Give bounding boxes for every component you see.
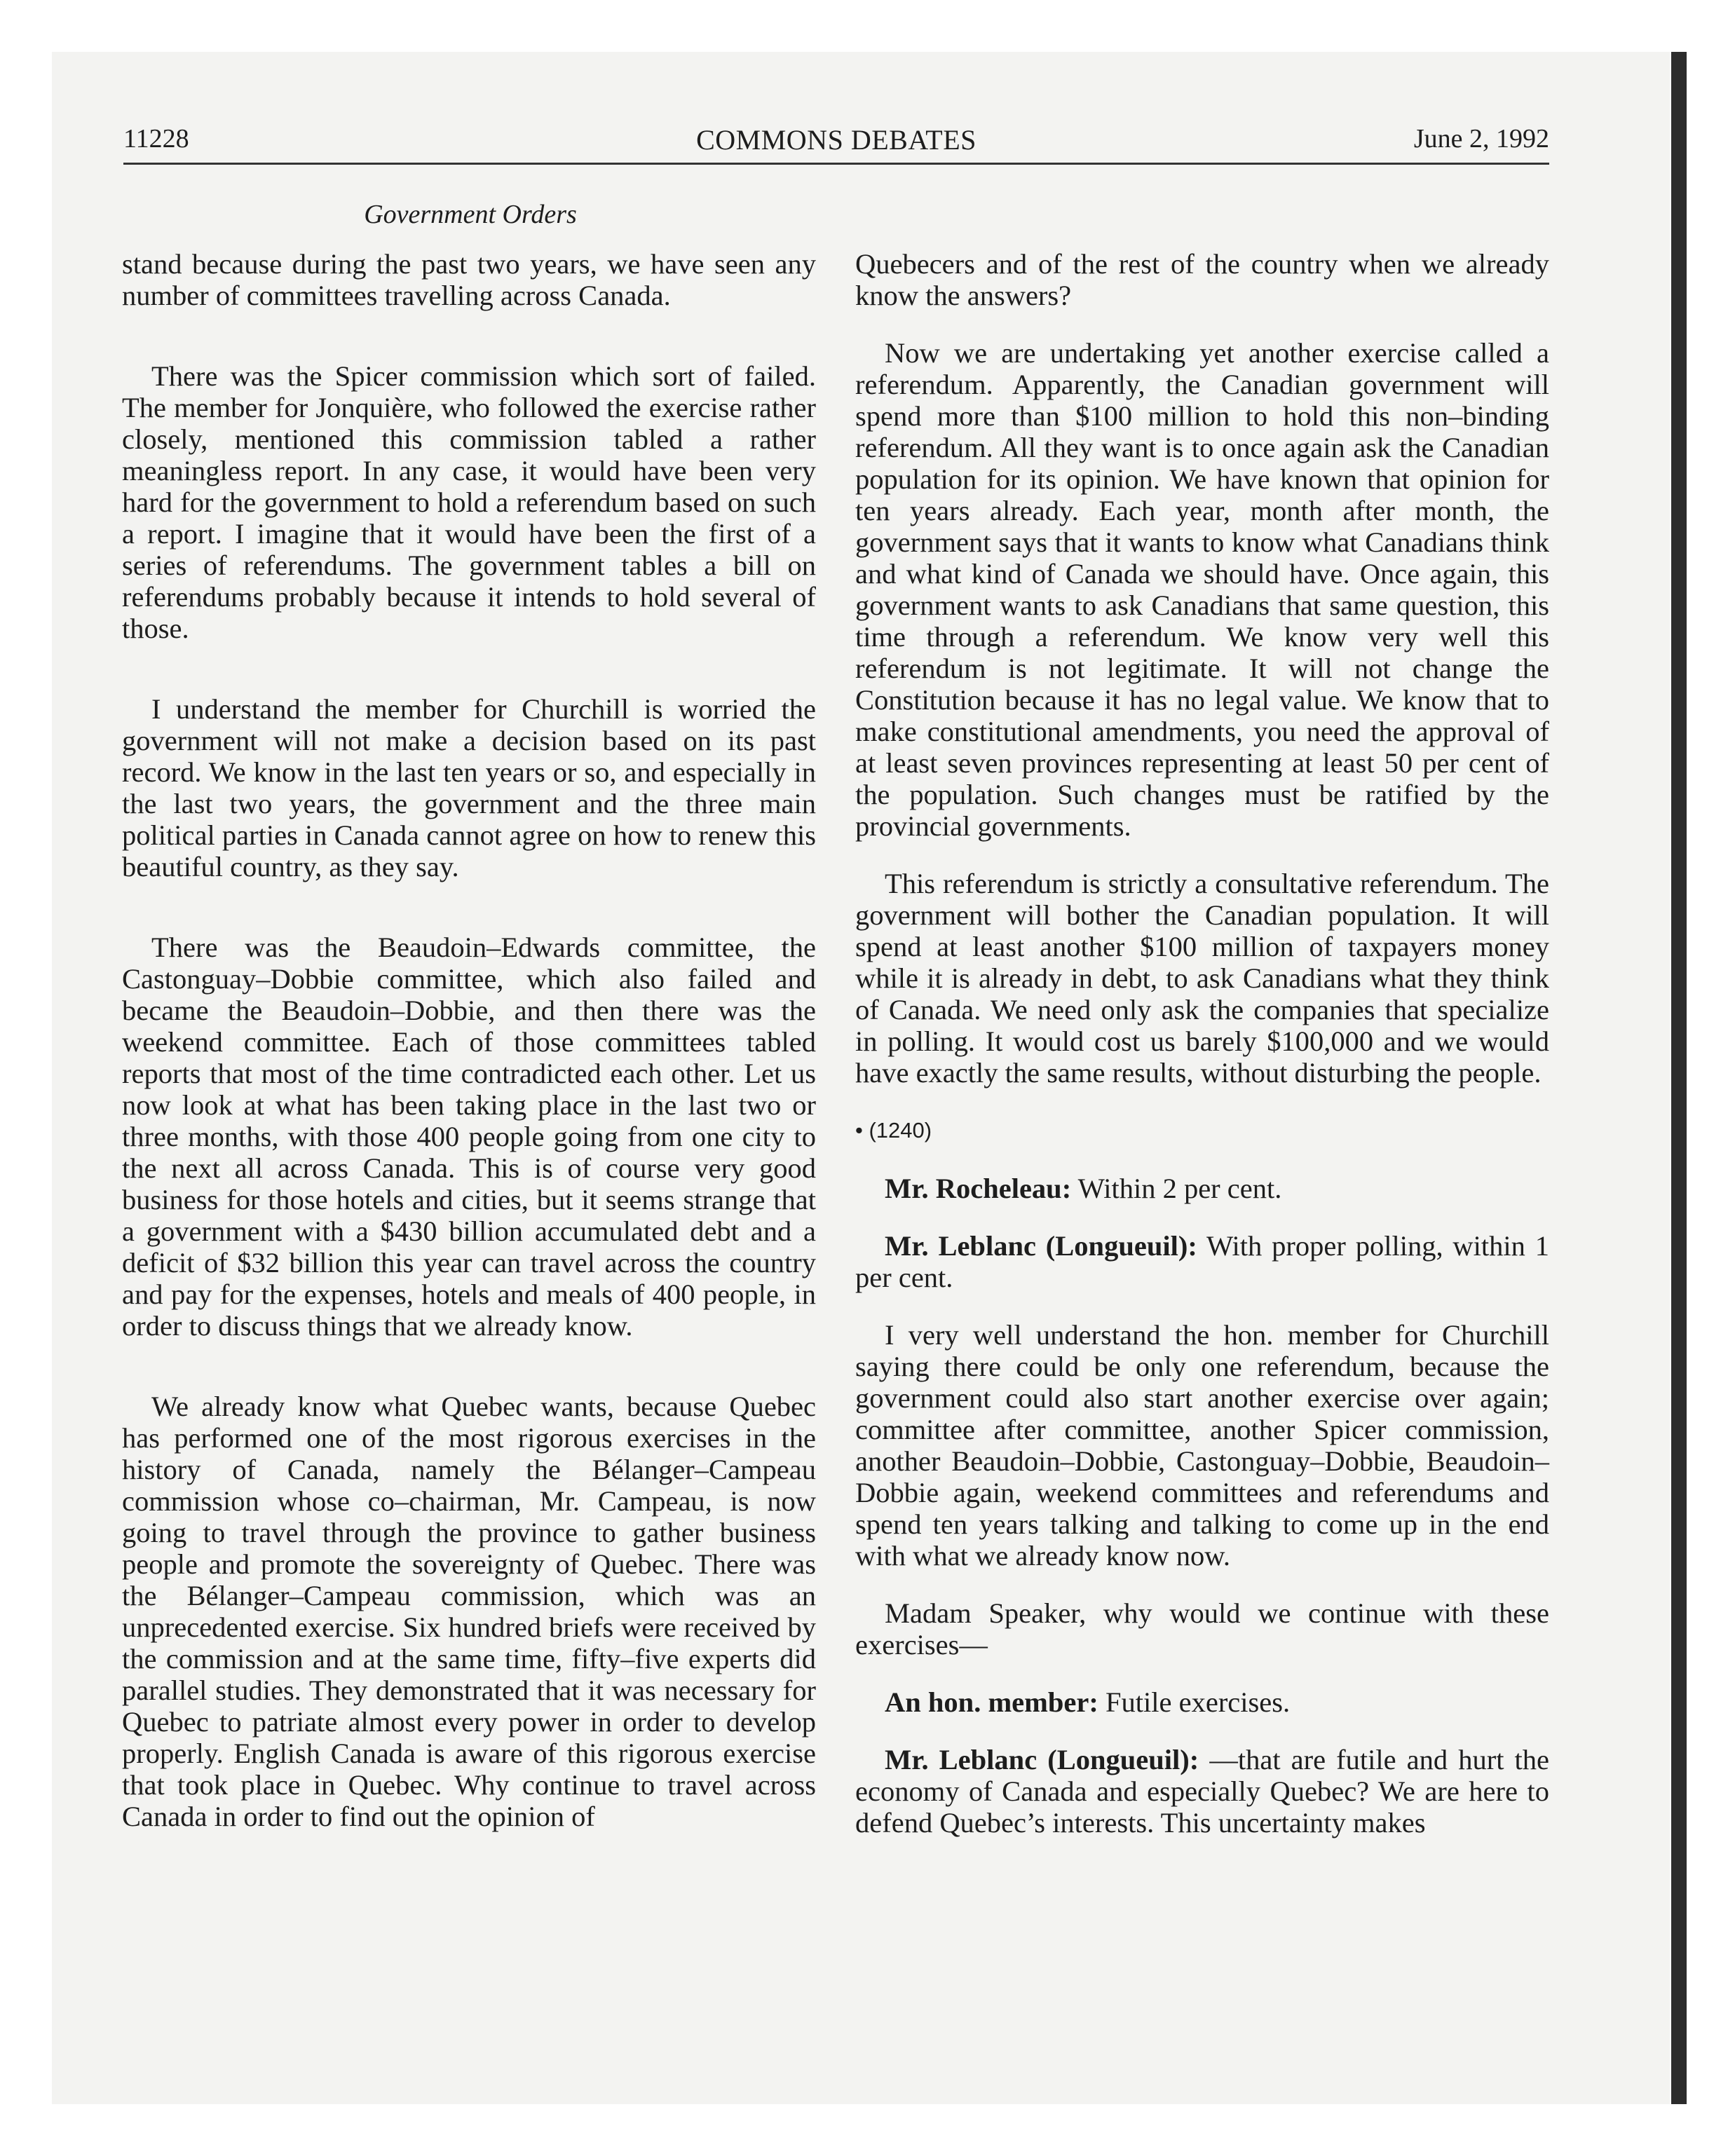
paragraph: This referendum is strictly a consultative referendum. The government will bother the Canadian population. It will spend at least another $100 million of taxpayers money while it is already in debt, to ask Canadians what they think of Canada. We need only ask the companies that specialize in polling. It would cost us barely $100,000 and we would have exactly the same results, without disturbing the people. [855, 868, 1549, 1089]
paragraph: There was the Beaudoin–Edwards committee, the Castonguay–Dobbie committee, which also failed and became the Beaudoin–Dobbie, and then there was the weekend committee. Each of those committees tabled reports that most of the time contradicted each other. Let us now look at what has been taking place in the last two or three months, with those 400 people going from one city to the next all across Canada. This is of course very good business for those hotels and cities, but it seems strange that a government with a $430 billion accumulated debt and a deficit of $32 billion this year can travel across the country and pay for the expenses, hotels and meals of 400 people, in order to discuss things that we already know. [122, 932, 816, 1342]
time-marker: • (1240) [855, 1118, 932, 1142]
left-column [122, 248, 816, 1832]
section-label: Government Orders [364, 200, 577, 229]
speech [855, 1173, 1549, 1204]
paragraph: Now we are undertaking yet another exercise called a referendum. Apparently, the Canadian government will spend more than $100 million to hold this non–binding referendum. All they want is to once again ask the Canadian population for its opinion. We have known that opinion for ten years already. Each year, month after month, the government says that it wants to know what Canadians think and what kind of Canada we should have. Once again, this government wants to ask Canadians that same question, this time through a referendum. We know very well this referendum is not legitimate. It will not change the Constitution because it has no legal value. We know that to make constitutional amendments, you need the approval of at least seven provinces representing at least 50 per cent of the population. Such changes must be ratified by the provincial governments. [855, 337, 1549, 842]
scan-edge-bar [1671, 52, 1687, 2104]
paragraph: There was the Spicer commission which sort of failed. The member for Jonquière, who followed the exercise rather closely, mentioned this commission tabled a rather meaningless report. In any case, it would have been very hard for the government to hold a referendum based on such a report. I imagine that it would have been the first of a series of referendums. The government tables a bill on referendums probably because it intends to hold several of those. [122, 360, 816, 644]
paragraph: I very well understand the hon. member for Churchill saying there could be only one referendum, because the government could also start another exercise over again; committee after committee, another Spicer commission, another Beaudoin–Dobbie, Castonguay–Dobbie, Beaudoin–Dobbie again, weekend committees and referendums and spend ten years talking and talking to come up in the end with what we already know now. [855, 1319, 1549, 1571]
issue-date: June 2, 1992 [1413, 124, 1549, 153]
speaker-name: Mr. Leblanc (Longueuil): [885, 1744, 1199, 1775]
speech-text: Futile exercises. [1098, 1686, 1291, 1718]
right-column [855, 248, 1549, 1864]
speech-text: Within 2 per cent. [1071, 1173, 1282, 1204]
paragraph: We already know what Quebec wants, because Quebec has performed one of the most rigorous exercises in the history of Canada, namely the Bélanger–Campeau commission whose co–chairman, Mr. Campeau, is now going to travel through the province to gather business people and promote the sovereignty of Quebec. There was the Bélanger–Campeau commission, which was an unprecedented exercise. Six hundred briefs were received by the commission and at the same time, fifty–five experts did parallel studies. They demonstrated that it was necessary for Quebec to patriate almost every power in order to develop properly. English Canada is aware of this rigorous exercise that took place in Quebec. Why continue to travel across Canada in order to find out the opinion of [122, 1391, 816, 1832]
paragraph: stand because during the past two years, we have seen any number of committees travelling across Canada. [122, 248, 816, 311]
speech [855, 1744, 1549, 1838]
speaker-name: An hon. member: [885, 1686, 1098, 1718]
paragraph: Madam Speaker, why would we continue with these exercises— [855, 1597, 1549, 1660]
speaker-name: Mr. Leblanc (Longueuil): [885, 1230, 1197, 1262]
speech-text: —that are futile and hurt the economy of Canada and especially Quebec? We are here to defend Quebec’s interests. This uncertainty makes [855, 1744, 1549, 1838]
speaker-name: Mr. Rocheleau: [885, 1173, 1072, 1204]
journal-title: COMMONS DEBATES [696, 124, 977, 156]
speech [855, 1686, 1549, 1718]
speech-text: With proper polling, within 1 per cent. [855, 1230, 1550, 1293]
paragraph: Quebecers and of the rest of the country when we already know the answers? [855, 248, 1549, 311]
running-header [123, 123, 1549, 165]
page-number: 11228 [123, 124, 189, 153]
speech [855, 1230, 1549, 1293]
paragraph: I understand the member for Churchill is worried the government will not make a decision based on its past record. We know in the last ten years or so, and especially in the last two years, the government and the three main political parties in Canada cannot agree on how to renew this beautiful country, as they say. [122, 693, 816, 882]
